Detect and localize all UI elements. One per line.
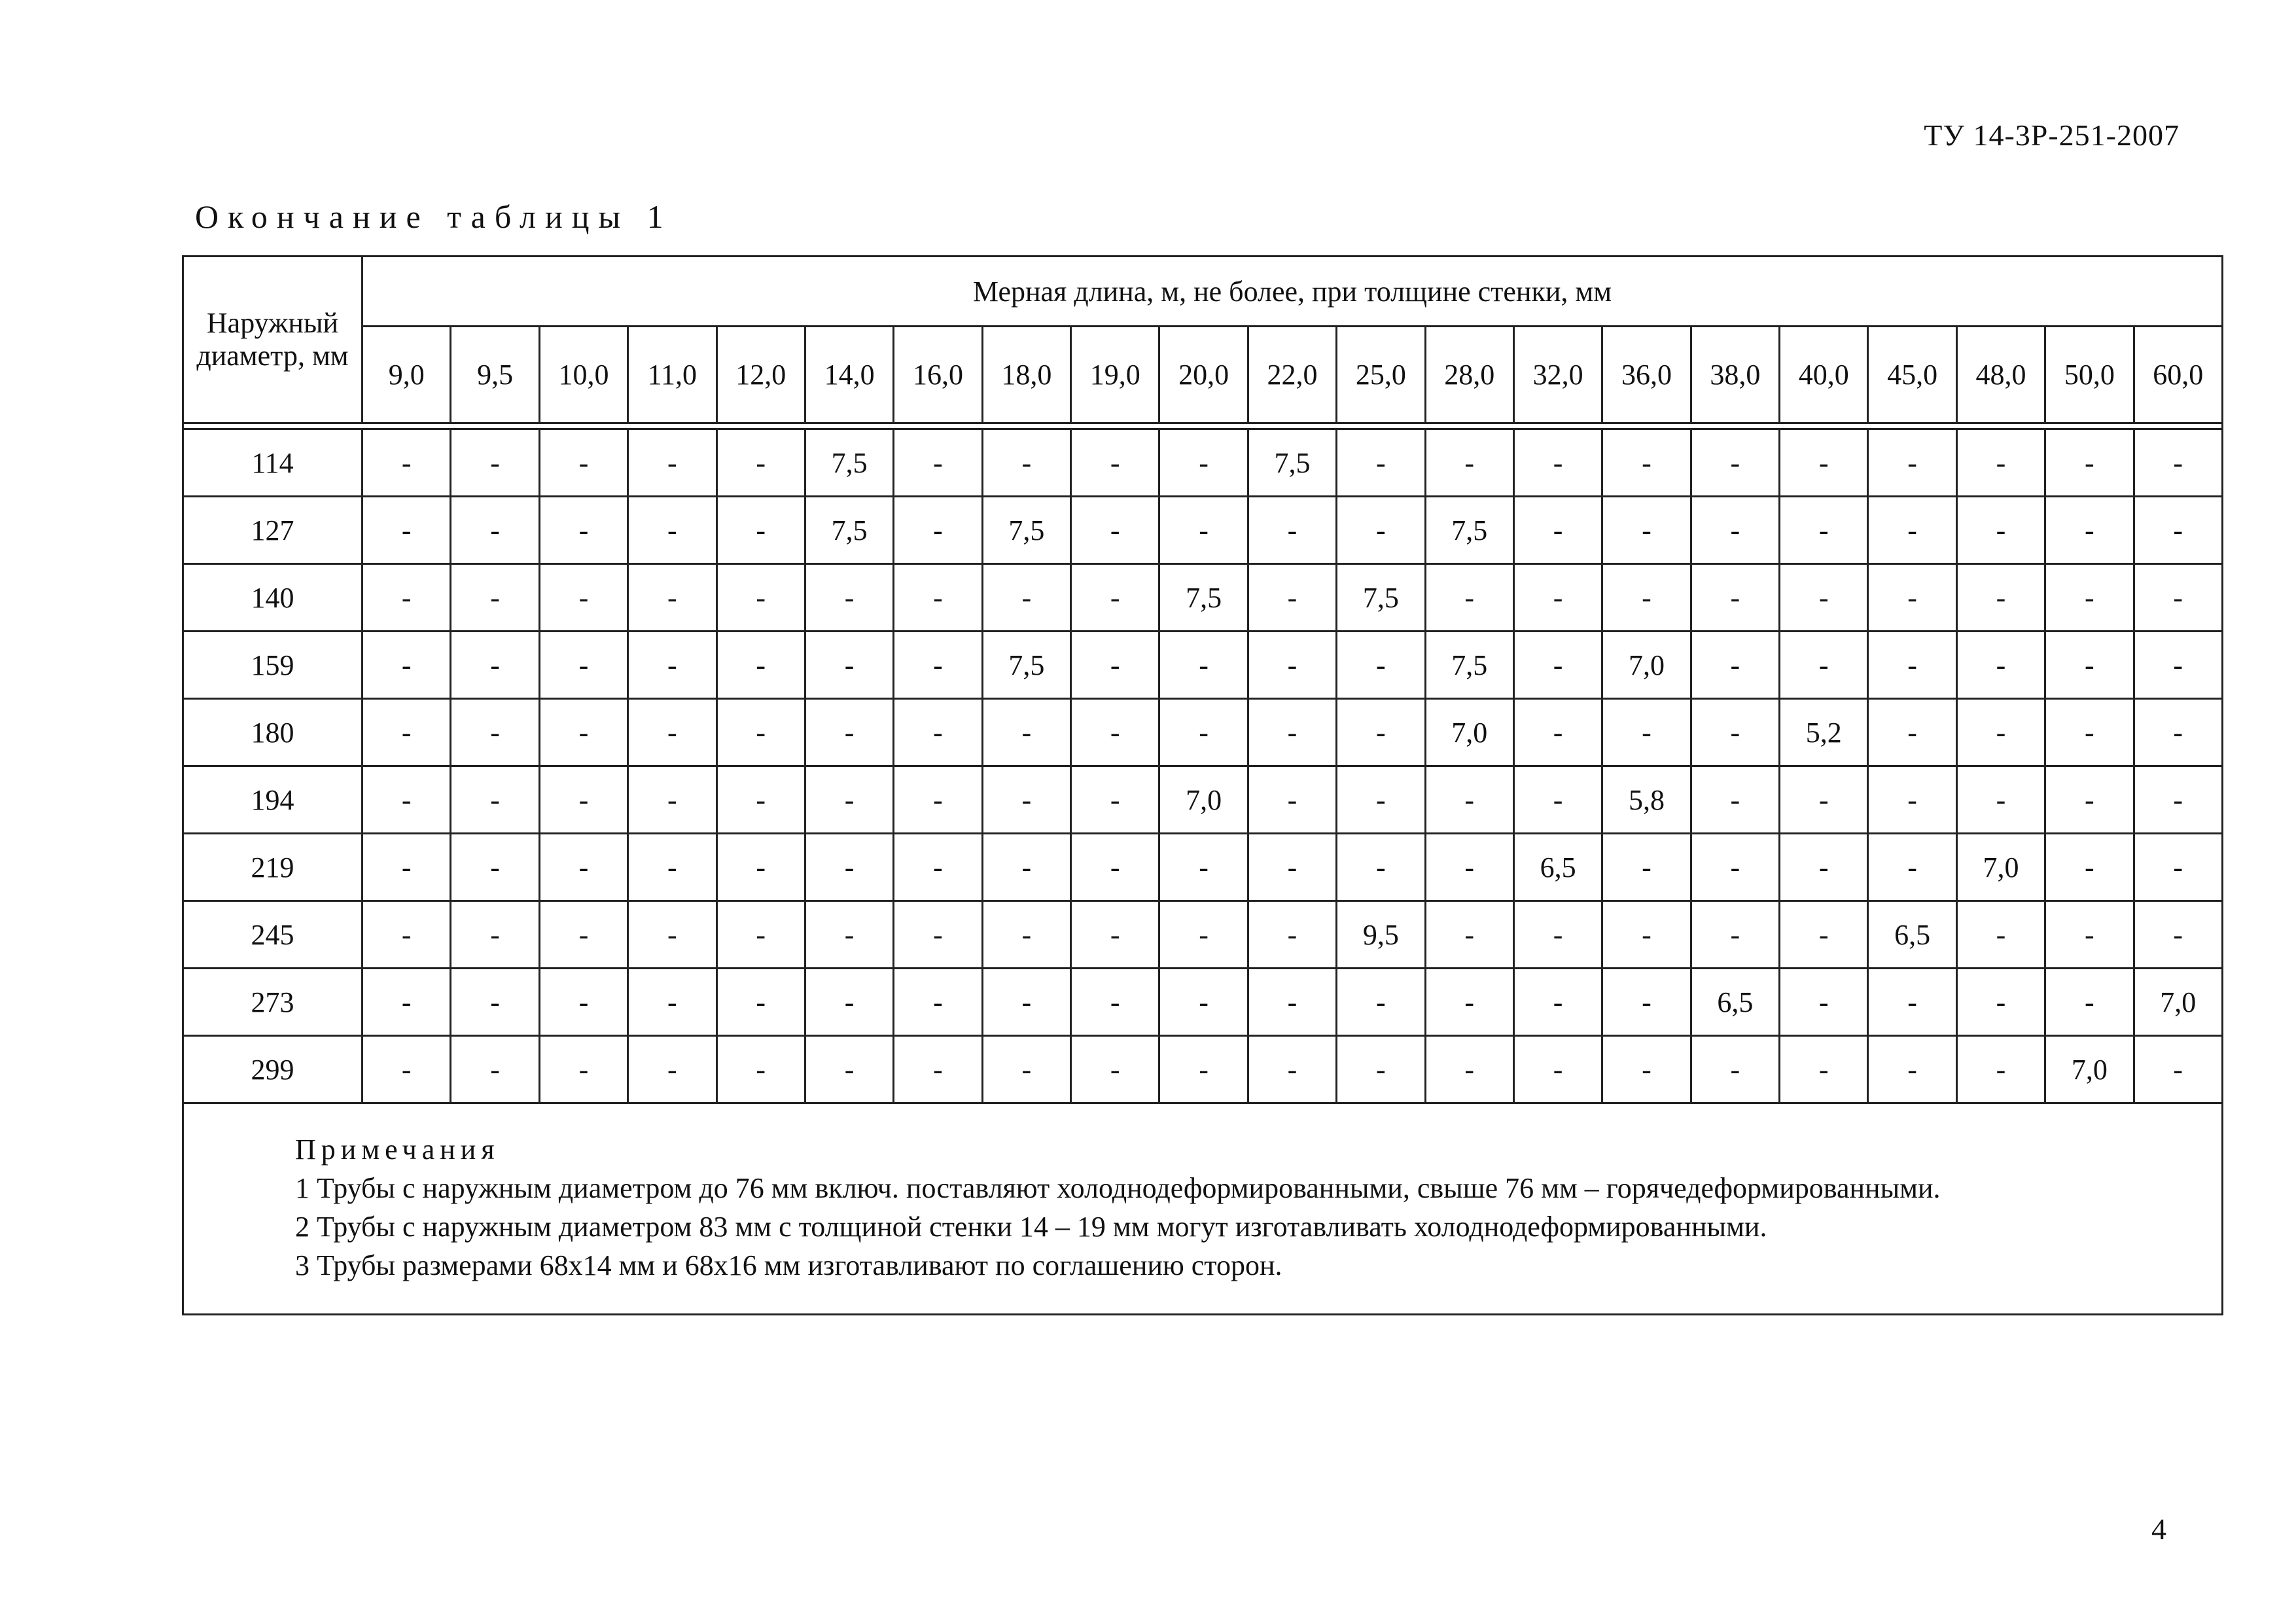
diameter-cell: 245: [183, 901, 362, 969]
length-cell: -: [894, 497, 982, 564]
table-title: Окончание таблицы 1: [195, 198, 673, 235]
length-cell: -: [362, 766, 451, 834]
length-cell: -: [1248, 901, 1336, 969]
table-row: [183, 699, 2223, 766]
length-cell: -: [2045, 699, 2134, 766]
length-cell: -: [1780, 497, 1868, 564]
length-cell: -: [1602, 429, 1691, 497]
note-item: 2 Трубы с наружным диаметром 83 мм с толщиной стенки 14 – 19 мм могут изготавливать холоднодеформированными.: [295, 1211, 1767, 1243]
length-cell: -: [716, 497, 805, 564]
length-cell: -: [451, 969, 539, 1036]
length-cell: -: [1956, 699, 2045, 766]
length-cell: -: [1956, 766, 2045, 834]
length-cell: -: [1868, 699, 1956, 766]
length-cell: -: [1071, 699, 1159, 766]
header-separator: [183, 423, 2223, 429]
thickness-header-cell: 12,0: [716, 327, 805, 423]
length-cell: -: [539, 564, 627, 632]
length-cell: -: [451, 1036, 539, 1103]
notes: [183, 1103, 2223, 1315]
table-row: [183, 834, 2223, 901]
length-cell: -: [362, 632, 451, 699]
length-cell: -: [1071, 429, 1159, 497]
length-cell: -: [1602, 969, 1691, 1036]
notes-title: Примечания: [295, 1133, 500, 1166]
length-cell: -: [805, 901, 893, 969]
length-cell: -: [1513, 901, 1602, 969]
length-cell: -: [1691, 1036, 1779, 1103]
length-cell: -: [716, 429, 805, 497]
length-cell: 7,0: [1602, 632, 1691, 699]
length-cell: -: [982, 429, 1070, 497]
length-cell: 7,0: [1159, 766, 1248, 834]
length-cell: -: [539, 901, 627, 969]
length-cell: -: [1780, 632, 1868, 699]
note-item: 1 Трубы с наружным диаметром до 76 мм включ. поставляют холоднодеформированными, свыше 76 мм – горячедеформированными.: [295, 1172, 1941, 1204]
length-cell: -: [894, 564, 982, 632]
length-cell: 7,5: [1248, 429, 1336, 497]
diameter-cell: 273: [183, 969, 362, 1036]
length-cell: -: [982, 901, 1070, 969]
length-cell: -: [1956, 1036, 2045, 1103]
length-cell: -: [1248, 564, 1336, 632]
length-cell: -: [1513, 632, 1602, 699]
length-cell: -: [2134, 1036, 2223, 1103]
length-cell: -: [1956, 497, 2045, 564]
diameter-header: Наружный диаметр, мм: [183, 257, 362, 423]
table-row: [183, 632, 2223, 699]
length-cell: -: [1868, 834, 1956, 901]
length-cell: -: [1248, 766, 1336, 834]
table-body: [183, 429, 2223, 1103]
length-cell: -: [1956, 632, 2045, 699]
length-cell: -: [805, 1036, 893, 1103]
length-cell: 7,5: [805, 497, 893, 564]
length-cell: -: [1691, 429, 1779, 497]
length-cell: -: [1868, 564, 1956, 632]
length-cell: -: [628, 699, 716, 766]
length-cell: -: [982, 699, 1070, 766]
length-cell: -: [1425, 901, 1513, 969]
length-cell: -: [1691, 632, 1779, 699]
length-cell: -: [1602, 564, 1691, 632]
length-cell: -: [1513, 699, 1602, 766]
length-cell: -: [1868, 632, 1956, 699]
length-cell: -: [1691, 766, 1779, 834]
length-cell: -: [716, 969, 805, 1036]
length-cell: -: [805, 969, 893, 1036]
length-cell: -: [1780, 969, 1868, 1036]
length-cell: -: [1691, 699, 1779, 766]
thickness-header-cell: 38,0: [1691, 327, 1779, 423]
length-cell: -: [982, 564, 1070, 632]
length-cell: -: [982, 766, 1070, 834]
length-cell: -: [894, 632, 982, 699]
thickness-header-cell: 9,5: [451, 327, 539, 423]
length-cell: -: [894, 969, 982, 1036]
length-cell: -: [1425, 564, 1513, 632]
header-row: [183, 257, 2223, 327]
document-code: ТУ 14-3Р-251-2007: [1924, 118, 2180, 152]
length-cell: 9,5: [1337, 901, 1425, 969]
length-cell: -: [1513, 564, 1602, 632]
length-cell: -: [1071, 497, 1159, 564]
diameter-cell: 127: [183, 497, 362, 564]
length-cell: -: [2134, 834, 2223, 901]
length-cell: -: [1337, 834, 1425, 901]
length-cell: -: [2134, 429, 2223, 497]
length-cell: -: [1159, 632, 1248, 699]
length-cell: -: [628, 834, 716, 901]
thickness-header-cell: 48,0: [1956, 327, 2045, 423]
thickness-header-cell: 45,0: [1868, 327, 1956, 423]
length-cell: -: [1248, 497, 1336, 564]
length-cell: 7,0: [1425, 699, 1513, 766]
table-row: [183, 497, 2223, 564]
length-cell: 7,5: [1425, 497, 1513, 564]
length-cell: 7,5: [1337, 564, 1425, 632]
thickness-header-cell: 10,0: [539, 327, 627, 423]
length-cell: -: [1159, 969, 1248, 1036]
length-cell: -: [451, 901, 539, 969]
length-cell: -: [1159, 834, 1248, 901]
length-cell: -: [894, 901, 982, 969]
length-cell: -: [1425, 429, 1513, 497]
length-cell: -: [539, 497, 627, 564]
length-cell: 5,2: [1780, 699, 1868, 766]
length-cell: -: [716, 834, 805, 901]
length-cell: -: [1780, 834, 1868, 901]
length-cell: -: [1425, 969, 1513, 1036]
thickness-header-cell: 16,0: [894, 327, 982, 423]
length-cell: -: [1425, 766, 1513, 834]
thickness-header-cell: 32,0: [1513, 327, 1602, 423]
pipe-length-table: [182, 255, 2223, 1315]
length-cell: -: [1337, 1036, 1425, 1103]
length-cell: 6,5: [1513, 834, 1602, 901]
length-cell: -: [1780, 1036, 1868, 1103]
diameter-cell: 194: [183, 766, 362, 834]
length-cell: -: [451, 564, 539, 632]
length-cell: -: [1071, 1036, 1159, 1103]
length-cell: -: [1602, 834, 1691, 901]
length-cell: -: [1868, 969, 1956, 1036]
length-cell: -: [362, 497, 451, 564]
length-cell: -: [539, 699, 627, 766]
length-cell: -: [362, 1036, 451, 1103]
table-row: [183, 429, 2223, 497]
length-cell: -: [1337, 699, 1425, 766]
diameter-cell: 299: [183, 1036, 362, 1103]
length-cell: -: [628, 497, 716, 564]
table-container: [182, 255, 2223, 1315]
length-cell: -: [1248, 632, 1336, 699]
length-cell: 6,5: [1868, 901, 1956, 969]
length-cell: -: [539, 429, 627, 497]
length-cell: -: [628, 564, 716, 632]
length-cell: -: [2134, 564, 2223, 632]
length-cell: -: [1159, 497, 1248, 564]
thickness-header-cell: 36,0: [1602, 327, 1691, 423]
length-cell: -: [451, 834, 539, 901]
thickness-header-cell: 25,0: [1337, 327, 1425, 423]
length-cell: 7,5: [1159, 564, 1248, 632]
length-cell: -: [2045, 564, 2134, 632]
length-cell: -: [1159, 699, 1248, 766]
length-cell: -: [894, 1036, 982, 1103]
length-cell: -: [1337, 497, 1425, 564]
length-cell: -: [1337, 766, 1425, 834]
length-cell: -: [982, 834, 1070, 901]
length-cell: -: [362, 834, 451, 901]
length-cell: -: [628, 429, 716, 497]
table-row: [183, 1036, 2223, 1103]
length-cell: -: [1956, 901, 2045, 969]
length-cell: -: [2134, 699, 2223, 766]
length-cell: -: [1425, 834, 1513, 901]
length-cell: -: [1513, 766, 1602, 834]
length-header: Мерная длина, м, не более, при толщине стенки, мм: [362, 257, 2223, 327]
length-cell: 7,5: [1425, 632, 1513, 699]
length-cell: 6,5: [1691, 969, 1779, 1036]
length-cell: -: [2045, 632, 2134, 699]
length-cell: -: [362, 429, 451, 497]
length-cell: -: [1956, 429, 2045, 497]
length-cell: -: [1337, 429, 1425, 497]
length-cell: -: [805, 699, 893, 766]
length-cell: -: [2134, 497, 2223, 564]
length-cell: 7,0: [2134, 969, 2223, 1036]
length-cell: -: [1868, 497, 1956, 564]
diameter-cell: 159: [183, 632, 362, 699]
length-cell: 7,5: [982, 497, 1070, 564]
length-cell: -: [1159, 901, 1248, 969]
length-cell: -: [1071, 901, 1159, 969]
length-cell: -: [1071, 834, 1159, 901]
length-cell: -: [1780, 564, 1868, 632]
length-cell: -: [716, 901, 805, 969]
length-cell: -: [2045, 497, 2134, 564]
note-item: 3 Трубы размерами 68х14 мм и 68х16 мм изготавливают по соглашению сторон.: [295, 1249, 1282, 1281]
length-cell: -: [716, 564, 805, 632]
length-cell: -: [1691, 564, 1779, 632]
length-cell: -: [362, 564, 451, 632]
length-cell: -: [805, 766, 893, 834]
thickness-header-cell: 11,0: [628, 327, 716, 423]
length-cell: -: [2134, 901, 2223, 969]
length-cell: -: [628, 969, 716, 1036]
table-row: [183, 766, 2223, 834]
length-cell: -: [1780, 901, 1868, 969]
thickness-header-cell: 18,0: [982, 327, 1070, 423]
length-cell: -: [1071, 766, 1159, 834]
thickness-header-cell: 14,0: [805, 327, 893, 423]
length-cell: -: [2134, 632, 2223, 699]
thickness-header-cell: 9,0: [362, 327, 451, 423]
length-cell: -: [1159, 429, 1248, 497]
length-cell: -: [1780, 766, 1868, 834]
diameter-cell: 219: [183, 834, 362, 901]
length-cell: -: [451, 632, 539, 699]
length-cell: -: [1248, 699, 1336, 766]
length-cell: -: [539, 1036, 627, 1103]
length-cell: -: [716, 1036, 805, 1103]
diameter-cell: 180: [183, 699, 362, 766]
length-cell: -: [894, 834, 982, 901]
length-cell: 7,5: [982, 632, 1070, 699]
length-cell: -: [362, 699, 451, 766]
length-cell: -: [451, 699, 539, 766]
length-cell: 7,0: [2045, 1036, 2134, 1103]
length-cell: -: [2045, 901, 2134, 969]
length-cell: -: [539, 834, 627, 901]
length-cell: -: [716, 766, 805, 834]
length-cell: -: [1513, 1036, 1602, 1103]
length-cell: -: [805, 834, 893, 901]
length-cell: -: [1956, 564, 2045, 632]
length-cell: -: [1071, 969, 1159, 1036]
length-cell: -: [1602, 1036, 1691, 1103]
thickness-header-cell: 40,0: [1780, 327, 1868, 423]
length-cell: -: [628, 901, 716, 969]
length-cell: -: [628, 1036, 716, 1103]
length-cell: -: [1513, 969, 1602, 1036]
length-cell: -: [1691, 497, 1779, 564]
length-cell: -: [1868, 429, 1956, 497]
length-cell: -: [1071, 564, 1159, 632]
length-cell: -: [1513, 497, 1602, 564]
length-cell: -: [1248, 834, 1336, 901]
length-cell: -: [451, 497, 539, 564]
diameter-cell: 140: [183, 564, 362, 632]
length-cell: 5,8: [1602, 766, 1691, 834]
length-cell: -: [894, 766, 982, 834]
length-cell: -: [539, 969, 627, 1036]
length-cell: -: [1868, 766, 1956, 834]
length-cell: -: [1425, 1036, 1513, 1103]
length-cell: -: [2045, 834, 2134, 901]
length-cell: -: [1602, 497, 1691, 564]
length-cell: -: [2134, 766, 2223, 834]
table-row: [183, 901, 2223, 969]
table-row: [183, 564, 2223, 632]
length-cell: 7,0: [1956, 834, 2045, 901]
length-cell: -: [539, 632, 627, 699]
length-cell: -: [1337, 632, 1425, 699]
diameter-cell: 114: [183, 429, 362, 497]
length-cell: -: [1602, 699, 1691, 766]
length-cell: -: [539, 766, 627, 834]
length-cell: -: [1691, 901, 1779, 969]
length-cell: -: [2045, 429, 2134, 497]
thickness-header-cell: 20,0: [1159, 327, 1248, 423]
length-cell: -: [1071, 632, 1159, 699]
length-cell: -: [894, 699, 982, 766]
length-cell: -: [805, 632, 893, 699]
length-cell: -: [451, 429, 539, 497]
length-cell: -: [1956, 969, 2045, 1036]
length-cell: -: [2045, 969, 2134, 1036]
thickness-header-cell: 60,0: [2134, 327, 2223, 423]
length-cell: -: [805, 564, 893, 632]
length-cell: -: [1248, 969, 1336, 1036]
notes-row: [183, 1103, 2223, 1315]
page-number: 4: [2151, 1512, 2166, 1546]
thickness-header-cell: 50,0: [2045, 327, 2134, 423]
table-row: [183, 969, 2223, 1036]
length-cell: -: [1248, 1036, 1336, 1103]
length-cell: 7,5: [805, 429, 893, 497]
length-cell: -: [628, 632, 716, 699]
thickness-header-cell: 28,0: [1425, 327, 1513, 423]
length-cell: -: [716, 632, 805, 699]
length-cell: -: [451, 766, 539, 834]
length-cell: -: [1513, 429, 1602, 497]
length-cell: -: [894, 429, 982, 497]
length-cell: -: [1159, 1036, 1248, 1103]
length-cell: -: [362, 901, 451, 969]
length-cell: -: [1602, 901, 1691, 969]
length-cell: -: [362, 969, 451, 1036]
length-cell: -: [1868, 1036, 1956, 1103]
length-cell: -: [716, 699, 805, 766]
length-cell: -: [1337, 969, 1425, 1036]
length-cell: -: [982, 969, 1070, 1036]
length-cell: -: [1691, 834, 1779, 901]
length-cell: -: [628, 766, 716, 834]
thickness-header-row: [183, 327, 2223, 423]
thickness-header-cell: 22,0: [1248, 327, 1336, 423]
length-cell: -: [2045, 766, 2134, 834]
thickness-header-cell: 19,0: [1071, 327, 1159, 423]
length-cell: -: [1780, 429, 1868, 497]
length-cell: -: [982, 1036, 1070, 1103]
